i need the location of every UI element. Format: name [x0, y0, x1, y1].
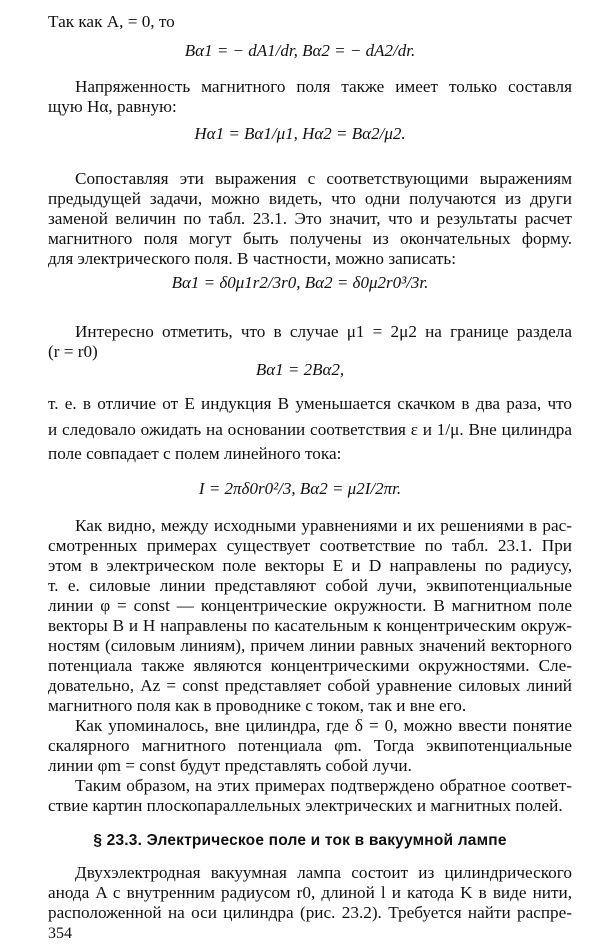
text-line: магнитного поля как в проводнике с током, так и вне его.	[48, 696, 467, 715]
text-line: линии φm = const будут представлять собой лучи.	[48, 756, 412, 775]
text-line: Сопоставляя эти выражения с соответствующими выражениям	[75, 169, 572, 188]
equation-b-alpha-derivatives: Bα1 = − dA1/dr, Bα2 = − dA2/dr.	[184, 41, 416, 60]
text-line: Как видно, между исходными уравнениями и их решениями в рас-	[75, 516, 572, 535]
text-line: векторы B и H направлены по касательным к концентрическим окруж-	[48, 616, 572, 635]
text-line: щую Hα, равную:	[48, 97, 177, 116]
text-line: Напряженность магнитного поля также имеет только составля	[75, 77, 572, 96]
text-line: скалярного магнитного потенциала φm. Тогда эквипотенциальные	[48, 736, 572, 755]
text-line: т. е. в отличие от E индукция B уменьшается скачком в два раза, что	[48, 394, 572, 413]
equation-b-ratio: Bα1 = 2Bα2,	[255, 360, 345, 379]
section-heading: § 23.3. Электрическое поле и ток в вакуумной лампе	[93, 832, 507, 849]
text-line: для электрического поля. В частности, можно записать:	[48, 249, 457, 268]
text-line: ностям (силовым линиям), причем линии равных значений векторного	[48, 636, 572, 655]
equation-b-alpha-values: Bα1 = δ0μ1r2/3r0, Bα2 = δ0μ2r0³/3r.	[171, 273, 429, 292]
text-line: довательно, Az = const представляет собой уравнение силовых линий	[48, 676, 572, 695]
text-line: Таким образом, на этих примерах подтверждено обратное соответ-	[75, 776, 572, 795]
text-line: Так как A, = 0, то	[48, 12, 175, 31]
text-line: поле совпадает с полем линейного тока:	[48, 444, 342, 463]
text-line: анода A с внутренним радиусом r0, длиной l и катода K в виде нити,	[48, 883, 572, 902]
text-line: расположенной на оси цилиндра (рис. 23.2). Требуется найти распре-	[48, 903, 572, 922]
text-line: этом в электрическом поле векторы E и D направлены по радиусу,	[48, 556, 572, 575]
equation-line-current: I = 2πδ0r0²/3, Bα2 = μ2I/2πr.	[198, 479, 402, 498]
text-line: магнитного поля могут быть получены из окончательных форму.	[48, 229, 572, 248]
text-line: Интересно отметить, что в случае μ1 = 2μ2 на границе раздела	[75, 322, 572, 341]
page-number: 354	[48, 925, 72, 942]
equation-h-alpha: Hα1 = Bα1/μ1, Hα2 = Bα2/μ2.	[194, 124, 406, 143]
text-line: линии φ = const — концентрические окружности. В магнитном поле	[48, 596, 572, 615]
text-line: и следовало ожидать на основании соответствия ε и 1/μ. Вне цилиндра	[48, 420, 572, 439]
text-line: ствие картин плоскопараллельных электрических и магнитных полей.	[48, 796, 563, 815]
text-line: смотренных примерах существует соответствие по табл. 23.1. При	[48, 536, 572, 555]
text-line: т. е. силовые линии представляют собой лучи, эквипотенциальные	[48, 576, 572, 595]
text-line: потенциала также являются концентрическими окружностями. Сле-	[48, 656, 572, 675]
text-line: предыдущей задачи, можно видеть, что одни получаются из други	[48, 189, 572, 208]
text-line: (r = r0)	[48, 342, 98, 361]
text-line: Как упоминалось, вне цилиндра, где δ = 0, можно ввести понятие	[75, 716, 572, 735]
text-line: Двухэлектродная вакуумная лампа состоит из цилиндрического	[75, 863, 572, 882]
text-line: заменой величин по табл. 23.1. Это значит, что и результаты расчет	[48, 209, 572, 228]
